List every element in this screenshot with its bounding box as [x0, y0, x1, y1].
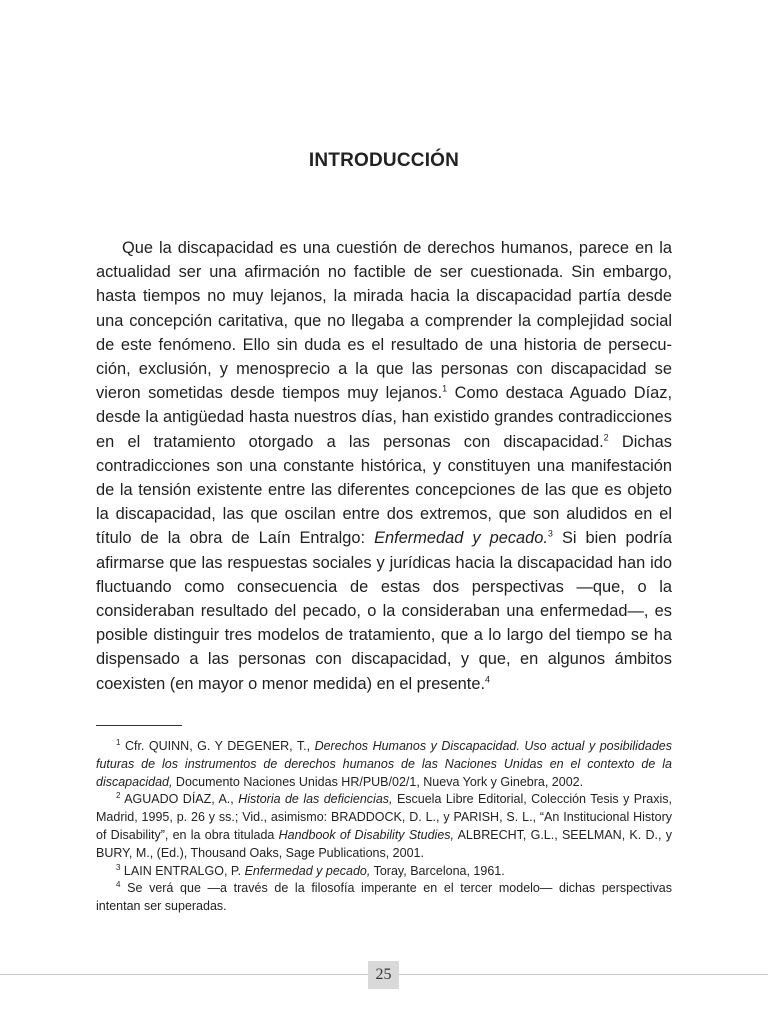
footnote-text: Toray, Barcelona, 1961. [370, 863, 505, 878]
footnote-number: 3 [116, 862, 121, 872]
footnote-text: LAIN ENTRALGO, P. [120, 863, 245, 878]
footnote-ref-2[interactable]: 2 [603, 432, 609, 443]
book-title-italic: Enfermedad y pecado. [374, 529, 548, 548]
footnote-1 [96, 738, 672, 791]
footnote-italic: Derechos Humanos y Discapacidad. Uso actual y posibilidades futuras de los instrumentos de derechos humanos de las Naciones Unidas en el contexto de la discapacidad, [96, 739, 672, 789]
footnotes [96, 738, 672, 916]
footnote-text: Escuela Libre Editorial, Colección Tesis y Praxis, Madrid, 1995, p. 26 y ss.; Vid., asimismo: BRADDOCK, D. L., y PARISH, S. L., “An Institucional History of Disability”, en la obra titulada [96, 792, 672, 842]
footnote-ref-4[interactable]: 4 [485, 674, 491, 685]
page-title: INTRODUCCIÓN [308, 150, 460, 171]
footnote-number: 2 [116, 791, 121, 801]
footnote-3 [96, 863, 672, 881]
page-number: 25 [368, 961, 399, 989]
footnote-text: AGUADO DÍAZ, A., [120, 792, 239, 807]
footnote-ref-3[interactable]: 3 [547, 528, 553, 539]
body-text-part-3: Dichas contradicciones son una constante histórica, y constituyen una manifestación de la tensión existente entre las diferentes concepciones de las que es objeto la discapacidad, las que oscilan entre dos extremos, que son aludidos en el título de la obra de Laín Entralgo: [96, 432, 672, 548]
footnote-italic: Historia de las deficiencias, [238, 792, 393, 807]
footnote-italic: Handbook of Disability Studies, [278, 827, 454, 842]
footnote-4 [96, 880, 672, 916]
body-text-part-2: Como destaca Aguado Díaz, desde la antigüedad hasta nuestros días, han existido grandes contradicciones en el tratamiento otorgado a las personas con discapacidad. [96, 384, 672, 451]
body-paragraph [96, 236, 672, 696]
footnote-italic: Enfermedad y pecado, [244, 863, 371, 878]
footnote-2 [96, 791, 672, 862]
footnote-text: ALBRECHT, G.L., SEELMAN, K. D., y BURY, M., (Ed.), Thousand Oaks, Sage Publications, 2001. [96, 827, 672, 860]
body-text-part-1: Que la discapacidad es una cuestión de derechos humanos, parece en la actualidad ser una afirmación no factible de ser cuestionada. Sin embargo, hasta tiempos no muy lejanos, la mirada hacia la discapacidad partía desde una concepción caritativa, que no llegaba a comprender la complejidad social de este fenómeno. Ello sin duda es el resultado de una historia de persecución, exclusión, y menosprecio a la que las personas con discapacidad se vieron sometidas desde tiempos muy lejanos. [96, 239, 672, 403]
footnote-text: Documento Naciones Unidas HR/PUB/02/1, Nueva York y Ginebra, 2002. [172, 774, 584, 789]
footnote-ref-1[interactable]: 1 [442, 383, 448, 394]
body-text-part-4: Si bien podría afirmarse que las respuestas sociales y jurídicas hacia la discapacidad han ido fluctuando como consecuencia de estas dos perspectivas —que, o la consideraban resultado del pecado, o la consideraban una enfermedad—, es posible distinguir tres modelos de tratamiento, que a lo largo del tiempo se ha dispensado a las personas con discapacidad, y que, en algunos ámbitos coexisten (en mayor o menor medida) en el presente. [96, 529, 672, 693]
footnote-number: 1 [116, 737, 121, 747]
footnote-number: 4 [116, 880, 121, 890]
footnote-separator [96, 725, 182, 726]
footnote-text: Se verá que —a través de la filosofía imperante en el tercer modelo— dichas perspectivas intentan ser superadas. [96, 881, 672, 914]
footnote-text: Cfr. QUINN, G. Y DEGENER, T., [120, 739, 315, 753]
